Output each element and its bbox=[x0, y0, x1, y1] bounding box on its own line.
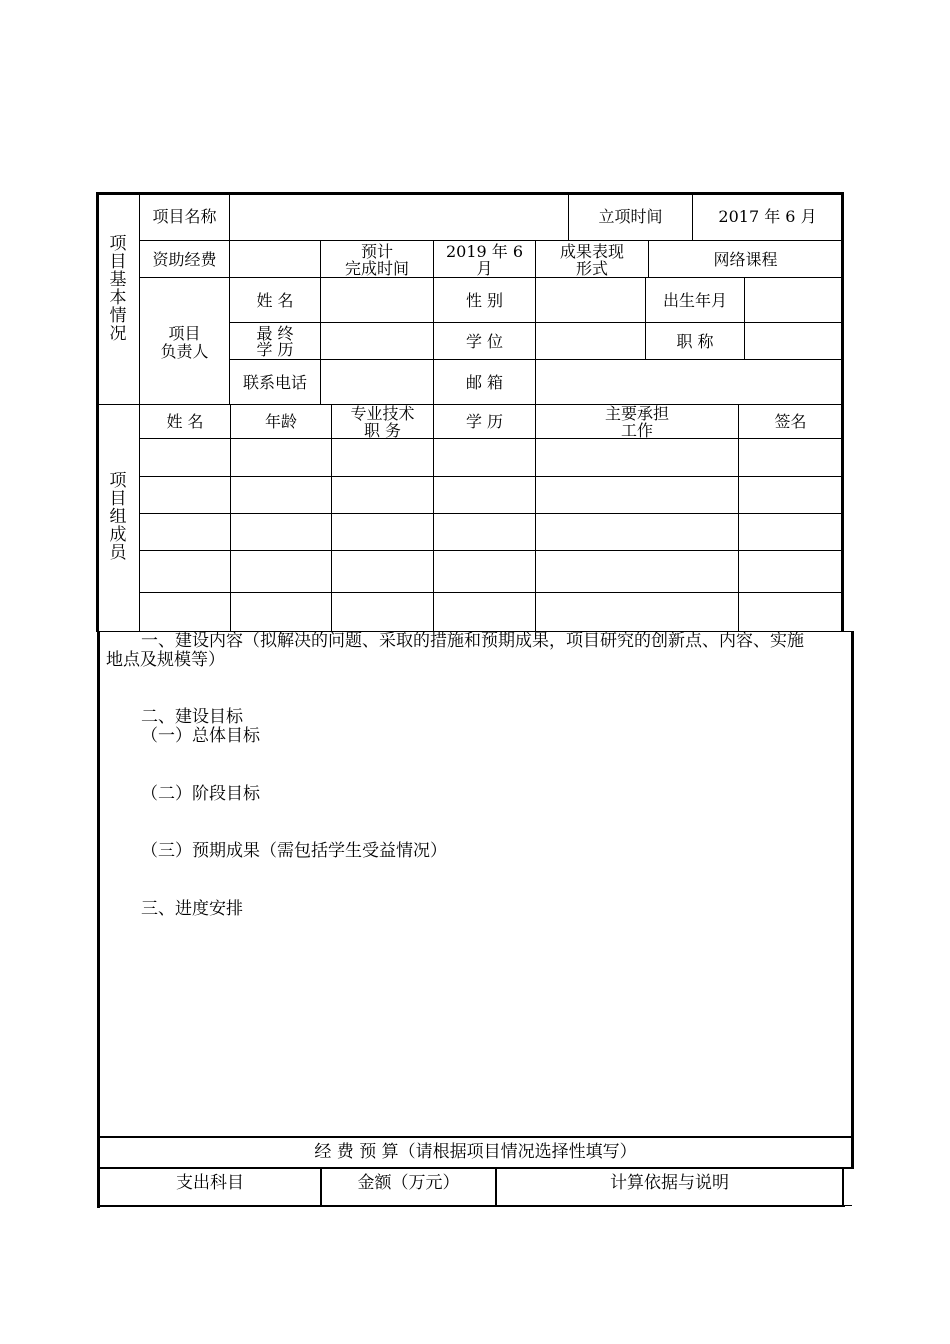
email-label: 邮 箱 bbox=[465, 373, 504, 392]
result-form-label-line2: 形式 bbox=[575, 259, 608, 278]
members-label: 项目组成员 bbox=[109, 471, 127, 563]
budget-title: 经 费 预 算（请根据项目情况选择性填写） bbox=[314, 1142, 637, 1162]
member-header-work-line1: 主要承担 bbox=[604, 404, 669, 423]
member-row[interactable] bbox=[140, 514, 842, 550]
birth-label: 出生年月 bbox=[662, 291, 727, 310]
start-time-value[interactable]: 2017 年 6 月 bbox=[718, 207, 817, 226]
gender-label: 性 别 bbox=[465, 291, 504, 310]
schedule-heading: 三、进度安排 bbox=[141, 899, 243, 919]
budget-col-amount: 金额（万元） bbox=[357, 1173, 460, 1193]
content-text-area[interactable] bbox=[100, 680, 850, 1130]
phone-label: 联系电话 bbox=[242, 373, 307, 392]
expected-completion-value-line2[interactable]: 月 bbox=[476, 259, 493, 278]
expected-completion-label-line1: 预计 bbox=[360, 242, 393, 261]
goal-heading: 二、建设目标 bbox=[141, 707, 243, 727]
education-label-line2: 学 历 bbox=[256, 340, 294, 359]
basic-info-label: 项目基本情况 bbox=[109, 234, 127, 344]
result-form-value[interactable]: 网络课程 bbox=[713, 250, 778, 269]
project-name-label: 项目名称 bbox=[152, 207, 217, 226]
degree-label: 学 位 bbox=[465, 332, 504, 351]
member-header-age: 年龄 bbox=[264, 412, 297, 431]
member-header-title-line2: 职 务 bbox=[363, 421, 402, 440]
member-header-name: 姓 名 bbox=[166, 412, 204, 431]
member-header-signature: 签名 bbox=[774, 412, 807, 431]
result-form-label-line1: 成果表现 bbox=[559, 242, 624, 261]
leader-name-label: 姓 名 bbox=[256, 291, 294, 310]
member-header-work-line2: 工作 bbox=[620, 421, 653, 440]
content-heading-line1: 一、建设内容（拟解决的问题、采取的措施和预期成果，项目研究的创新点、内容、实施 bbox=[141, 631, 804, 651]
member-header-education: 学 历 bbox=[465, 412, 504, 431]
member-row[interactable] bbox=[140, 593, 842, 632]
member-row[interactable] bbox=[140, 477, 842, 513]
leader-label-line2: 负责人 bbox=[160, 342, 209, 361]
goal-expected: （三）预期成果（需包括学生受益情况） bbox=[141, 841, 447, 861]
budget-col-basis: 计算依据与说明 bbox=[610, 1173, 729, 1193]
funding-label: 资助经费 bbox=[152, 250, 217, 269]
goal-stage: （二）阶段目标 bbox=[141, 784, 260, 804]
budget-col-item: 支出科目 bbox=[176, 1173, 244, 1193]
member-row[interactable] bbox=[140, 551, 842, 592]
start-time-label: 立项时间 bbox=[598, 207, 663, 226]
leader-label-line1: 项目 bbox=[168, 324, 201, 343]
member-header-title-line1: 专业技术 bbox=[350, 404, 415, 423]
title-label: 职 称 bbox=[676, 332, 714, 351]
goal-overall: （一）总体目标 bbox=[141, 726, 260, 746]
member-row[interactable] bbox=[140, 439, 842, 476]
expected-completion-label-line2: 完成时间 bbox=[344, 259, 409, 278]
expected-completion-value-line1[interactable]: 2019 年 6 bbox=[445, 242, 524, 261]
content-heading-line2: 地点及规模等） bbox=[106, 650, 225, 670]
education-label-line1: 最 终 bbox=[256, 324, 294, 343]
